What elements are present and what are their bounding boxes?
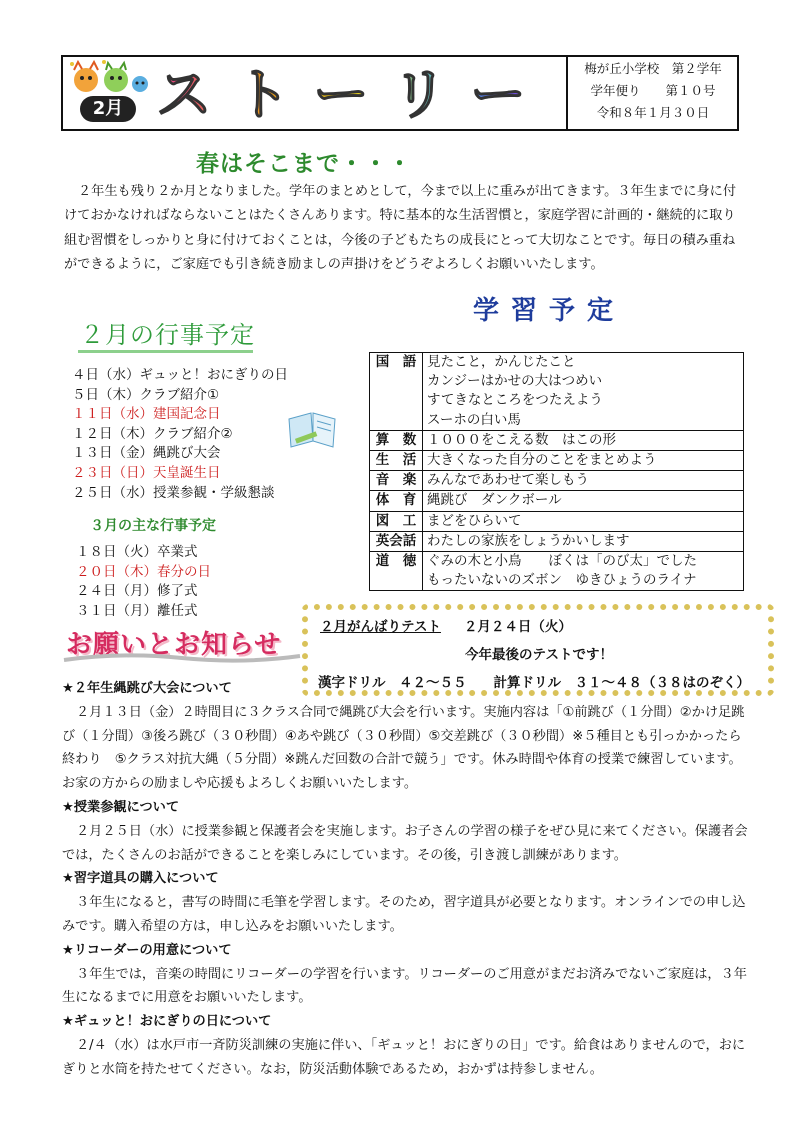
subject-cell: 道 徳 xyxy=(370,552,423,591)
notices-heading-swash xyxy=(62,650,302,664)
event-item: １３日（金）縄跳び大会 xyxy=(72,445,221,462)
intro-paragraph xyxy=(64,180,744,277)
notice-title: ★リコーダーの用意について xyxy=(62,942,232,958)
subject-cell: 体 育 xyxy=(370,491,423,511)
test-header xyxy=(320,615,572,635)
content-line: もったいないのズボン ゆきひょうのライナ xyxy=(427,572,697,589)
subject-cell: 図 工 xyxy=(370,511,423,531)
study-row xyxy=(370,491,744,511)
study-row xyxy=(370,531,744,551)
newsletter-number: 学年便り 第１０号 xyxy=(590,83,716,98)
books-illustration xyxy=(283,405,343,453)
content-line: カンジーはかせの大はつめい xyxy=(427,373,603,390)
content-cell xyxy=(423,471,744,491)
event-item: ４日（水）ギュッと！おにぎりの日 xyxy=(72,367,288,383)
test-label: ２月がんばりテスト xyxy=(320,619,441,635)
events-heading-underline xyxy=(78,350,253,353)
event-item: ２４日（月）修了式 xyxy=(76,583,198,600)
content-cell xyxy=(423,531,744,551)
study-plan-table xyxy=(369,352,744,591)
svg-text:ストーリー: ストーリー xyxy=(156,63,526,128)
event-item: ２５日（水）授業参観・学級懇談 xyxy=(72,484,275,501)
content-line: １０００をこえる数 はこの形 xyxy=(427,431,616,448)
subject-cell: 英会話 xyxy=(370,531,423,551)
notice-body: ２月１３日（金）２時間目に３クラス合同で縄跳び大会を行います。実施内容は「①前跳び（１分間）②かけ足跳び（１分間）③後ろ跳び（３０秒間）④あや跳び（３０秒間）⑤交差跳び（３０秒間）※５種目とも引っかかったら終わり ⑤クラス対抗大縄（５分間）※跳んだ回数の合計で競う」です。休み時間や体育の授業で練習しています。お家の方からの励ましや応援もよろしくお願いいたします。 xyxy=(62,705,745,792)
notice-title: ★ギュッと！おにぎりの日について xyxy=(62,1014,272,1030)
study-row xyxy=(370,430,744,450)
content-line: 見たこと，かんじたこと xyxy=(427,354,576,370)
notice-title: ★２年生縄跳び大会について xyxy=(62,681,232,696)
content-cell xyxy=(423,353,744,431)
notice-body: ２月２５日（水）に授業参観と保護者会を実施します。お子さんの学習の様子をぜひ見に来てください。保護者会では，たくさんのお話ができることを楽しみにしています。その後，引き渡し訓練があります。 xyxy=(62,823,748,863)
study-row xyxy=(370,552,744,591)
content-line: すてきなところをつたえよう xyxy=(427,392,603,409)
intro-text: ２年生も残り２か月となりました。学年のまとめとして，今まで以上に重みが出てきます。３年生までに身に付けておかなければならないことはたくさんあります。特に基本的な生活習慣と，家庭学習に計画的・継続的に取り組む習慣をしっかりと身に付けておくことは，今後の子どもたちの成長にとって大切なことです。毎日の積み重ねができるように，ご家庭でも引き続き励ましの声掛けをどうぞよろしくお願いいたします。 xyxy=(64,184,737,272)
event-item: ５日（木）クラブ紹介① xyxy=(72,386,220,403)
content-line: 縄跳び ダンクボール xyxy=(427,492,562,509)
events-heading: ２月の行事予定 xyxy=(80,321,255,349)
notice-title: ★授業参観について xyxy=(62,799,180,815)
notices-heading: お願いとお知らせ xyxy=(66,630,282,660)
study-row xyxy=(370,511,744,531)
content-line: スーホの白い馬 xyxy=(427,411,521,428)
study-row xyxy=(370,471,744,491)
content-line: ぐみの木と小鳥 ぼくは「のび太」でした xyxy=(427,553,697,570)
issue-date: 令和８年１月３０日 xyxy=(596,105,710,120)
notices-section xyxy=(62,677,752,1081)
content-cell xyxy=(423,451,744,471)
school-info xyxy=(568,58,738,124)
study-row xyxy=(370,353,744,431)
notice-body: ２/４（水）は水戸市一斉防災訓練の実施に伴い、「ギュッと！おにぎりの日」です。給食はありませんので，おにぎりと水筒を持たせてください。なお，防災活動体験であるため，おかずは持参しません。 xyxy=(62,1038,746,1077)
content-cell xyxy=(423,511,744,531)
content-cell xyxy=(423,491,744,511)
school-name: 梅が丘小学校 第２学年 xyxy=(584,61,722,76)
event-item: ２３日（日）天皇誕生日 xyxy=(72,464,221,481)
content-cell xyxy=(423,552,744,591)
study-row xyxy=(370,451,744,471)
notice-title: ★習字道具の購入について xyxy=(62,871,219,887)
month-badge: 2月 xyxy=(80,96,136,122)
notice-body: ３年生になると，書写の時間に毛筆を学習します。そのため，習字道具が必要となります。オンラインでの申し込みです。購入希望の方は，申し込みをお願いいたします。 xyxy=(62,895,746,934)
event-item: ３１日（月）離任式 xyxy=(76,602,198,619)
spring-heading: 春はそこまで・・・ xyxy=(196,151,412,177)
study-plan-heading: 学習予定 xyxy=(473,296,626,326)
subject-cell: 算 数 xyxy=(370,430,423,450)
content-cell xyxy=(423,430,744,450)
content-line: まどをひらいて xyxy=(427,512,522,529)
content-line: みんなであわせて楽しもう xyxy=(427,472,589,489)
subject-cell: 音 楽 xyxy=(370,471,423,491)
test-date: ２月２４日（火） xyxy=(463,619,572,635)
title-logo xyxy=(152,60,532,128)
content-line: 大きくなった自分のことをまとめよう xyxy=(427,452,657,469)
subject-cell: 生 活 xyxy=(370,451,423,471)
event-item: ２０日（木）春分の日 xyxy=(76,563,211,580)
notice-body: ３年生では，音楽の時間にリコーダーの学習を行います。リコーダーのご用意がまだお済みでないご家庭は，３年生になるまでに用意をお願いいたします。 xyxy=(62,966,747,1006)
test-message: 今年最後のテストです！ xyxy=(465,647,613,663)
test-details: 漢字ドリル ４２～５５ 計算ドリル ３１～４８（３８はのぞく） xyxy=(318,675,750,691)
march-events-list xyxy=(76,543,316,621)
march-events-heading: ３月の主な行事予定 xyxy=(90,518,216,534)
event-item: １１日（水）建国記念日 xyxy=(72,406,221,423)
event-item: １８日（火）卒業式 xyxy=(76,544,198,560)
subject-cell: 国 語 xyxy=(370,353,423,431)
content-line: わたしの家族をしょうかいします xyxy=(427,532,630,549)
event-item: １２日（木）クラブ紹介② xyxy=(72,425,233,442)
